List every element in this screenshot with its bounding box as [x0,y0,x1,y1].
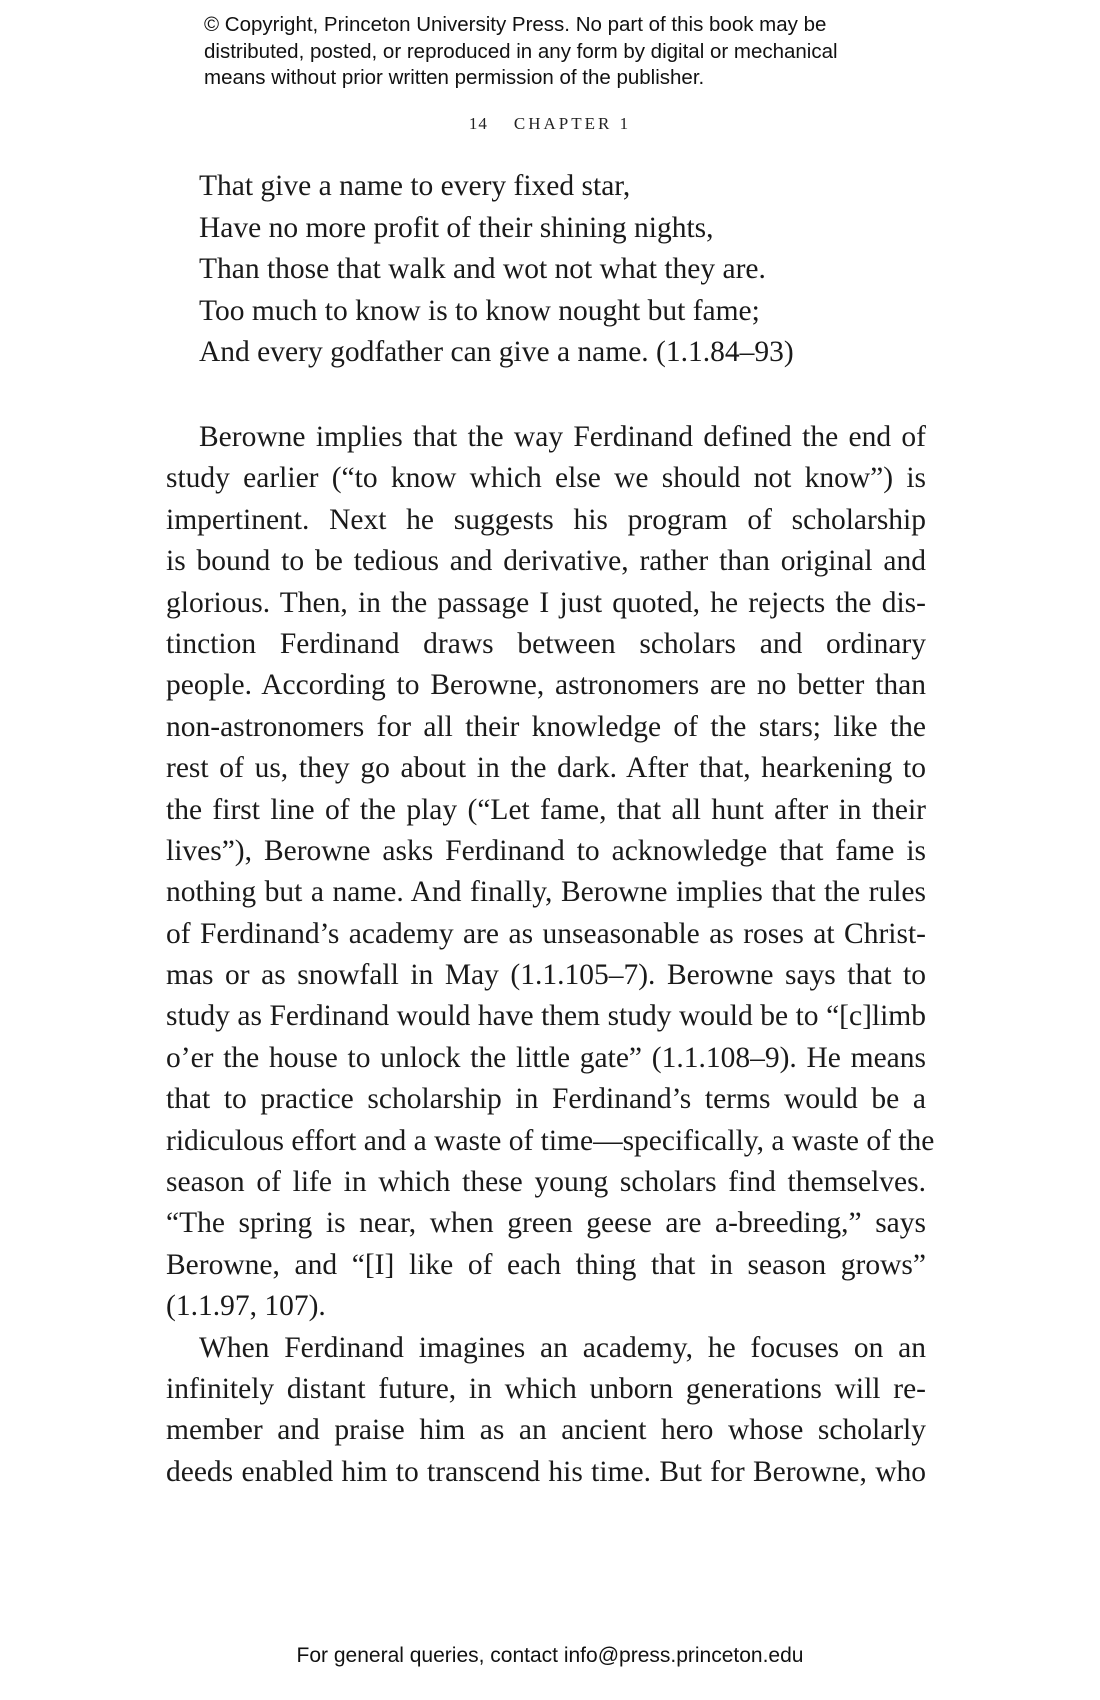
text-line: o’er the house to unlock the little gate” (1.1.108–9). He means [166,1041,926,1074]
verse-line: That give a name to every fixed star, [199,170,631,202]
text-line: study earlier (“to know which else we should not know”) is [166,462,926,495]
text-line: people. According to Berowne, astronomers are no better than [166,669,926,702]
copyright-line: © Copyright, Princeton University Press. No part of this book may be [204,13,827,36]
text-line: mas or as snowfall in May (1.1.105–7). Berowne says that to [166,959,926,992]
verse-line: Than those that walk and wot not what they are. [199,253,766,285]
running-head [0,114,1100,134]
text-line: deeds enabled him to transcend his time. But for Berowne, who [166,1455,926,1488]
verse-line: And every godfather can give a name. (1.1.84–93) [199,336,794,368]
verse-line: Have no more profit of their shining nights, [199,211,714,244]
text-line: season of life in which these young scholars find themselves. [166,1166,926,1199]
page-number: 14 [468,114,488,133]
text-line: “The spring is near, when green geese are a-breeding,” says [166,1207,926,1240]
text-line: Berowne, and “[I] like of each thing that in season grows” [166,1248,926,1281]
text-line: the first line of the play (“Let fame, that all hunt after in their [166,793,926,826]
copyright-line: distributed, posted, or reproduced in any form by digital or mechanical [204,39,838,63]
text-line: rest of us, they go about in the dark. After that, hearkening to [166,752,926,785]
text-line: lives”), Berowne asks Ferdinand to acknowledge that fame is [166,834,926,867]
text-line: study as Ferdinand would have them study would be to “[c]limb [166,1000,926,1033]
text-line: non-astronomers for all their knowledge of the stars; like the [166,710,926,743]
text-line: (1.1.97, 107). [166,1290,326,1323]
text-line: member and praise him as an ancient hero whose scholarly [166,1414,926,1447]
footer-contact: For general queries, contact info@press.princeton.edu [296,1644,804,1667]
copyright-notice [204,12,924,92]
paragraph [166,417,935,1328]
text-line: is bound to be tedious and derivative, rather than original and [166,545,926,578]
text-line: that to practice scholarship in Ferdinand’s terms would be a [166,1083,926,1116]
verse-line: Too much to know is to know nought but fame; [199,294,760,327]
text-line: Berowne implies that the way Ferdinand defined the end of [199,421,926,453]
copyright-line: means without prior written permission of the publisher. [204,66,705,89]
chapter-label: CHAPTER 1 [513,114,632,133]
body-text [166,417,935,1493]
text-line: infinitely distant future, in which unborn generations will re- [166,1372,926,1405]
text-line: impertinent. Next he suggests his program of scholarship [166,503,926,536]
verse-quotation [199,166,794,374]
text-line: ridiculous effort and a waste of time—specifically, a waste of the [166,1124,935,1157]
paragraph [166,1328,926,1494]
text-line: When Ferdinand imagines an academy, he focuses on an [199,1331,926,1364]
text-line: tinction Ferdinand draws between scholars and ordinary [166,627,926,660]
text-line: of Ferdinand’s academy are as unseasonable as roses at Christ- [166,917,926,950]
text-line: glorious. Then, in the passage I just quoted, he rejects the dis- [166,586,926,619]
text-line: nothing but a name. And finally, Berowne implies that the rules [166,876,926,909]
